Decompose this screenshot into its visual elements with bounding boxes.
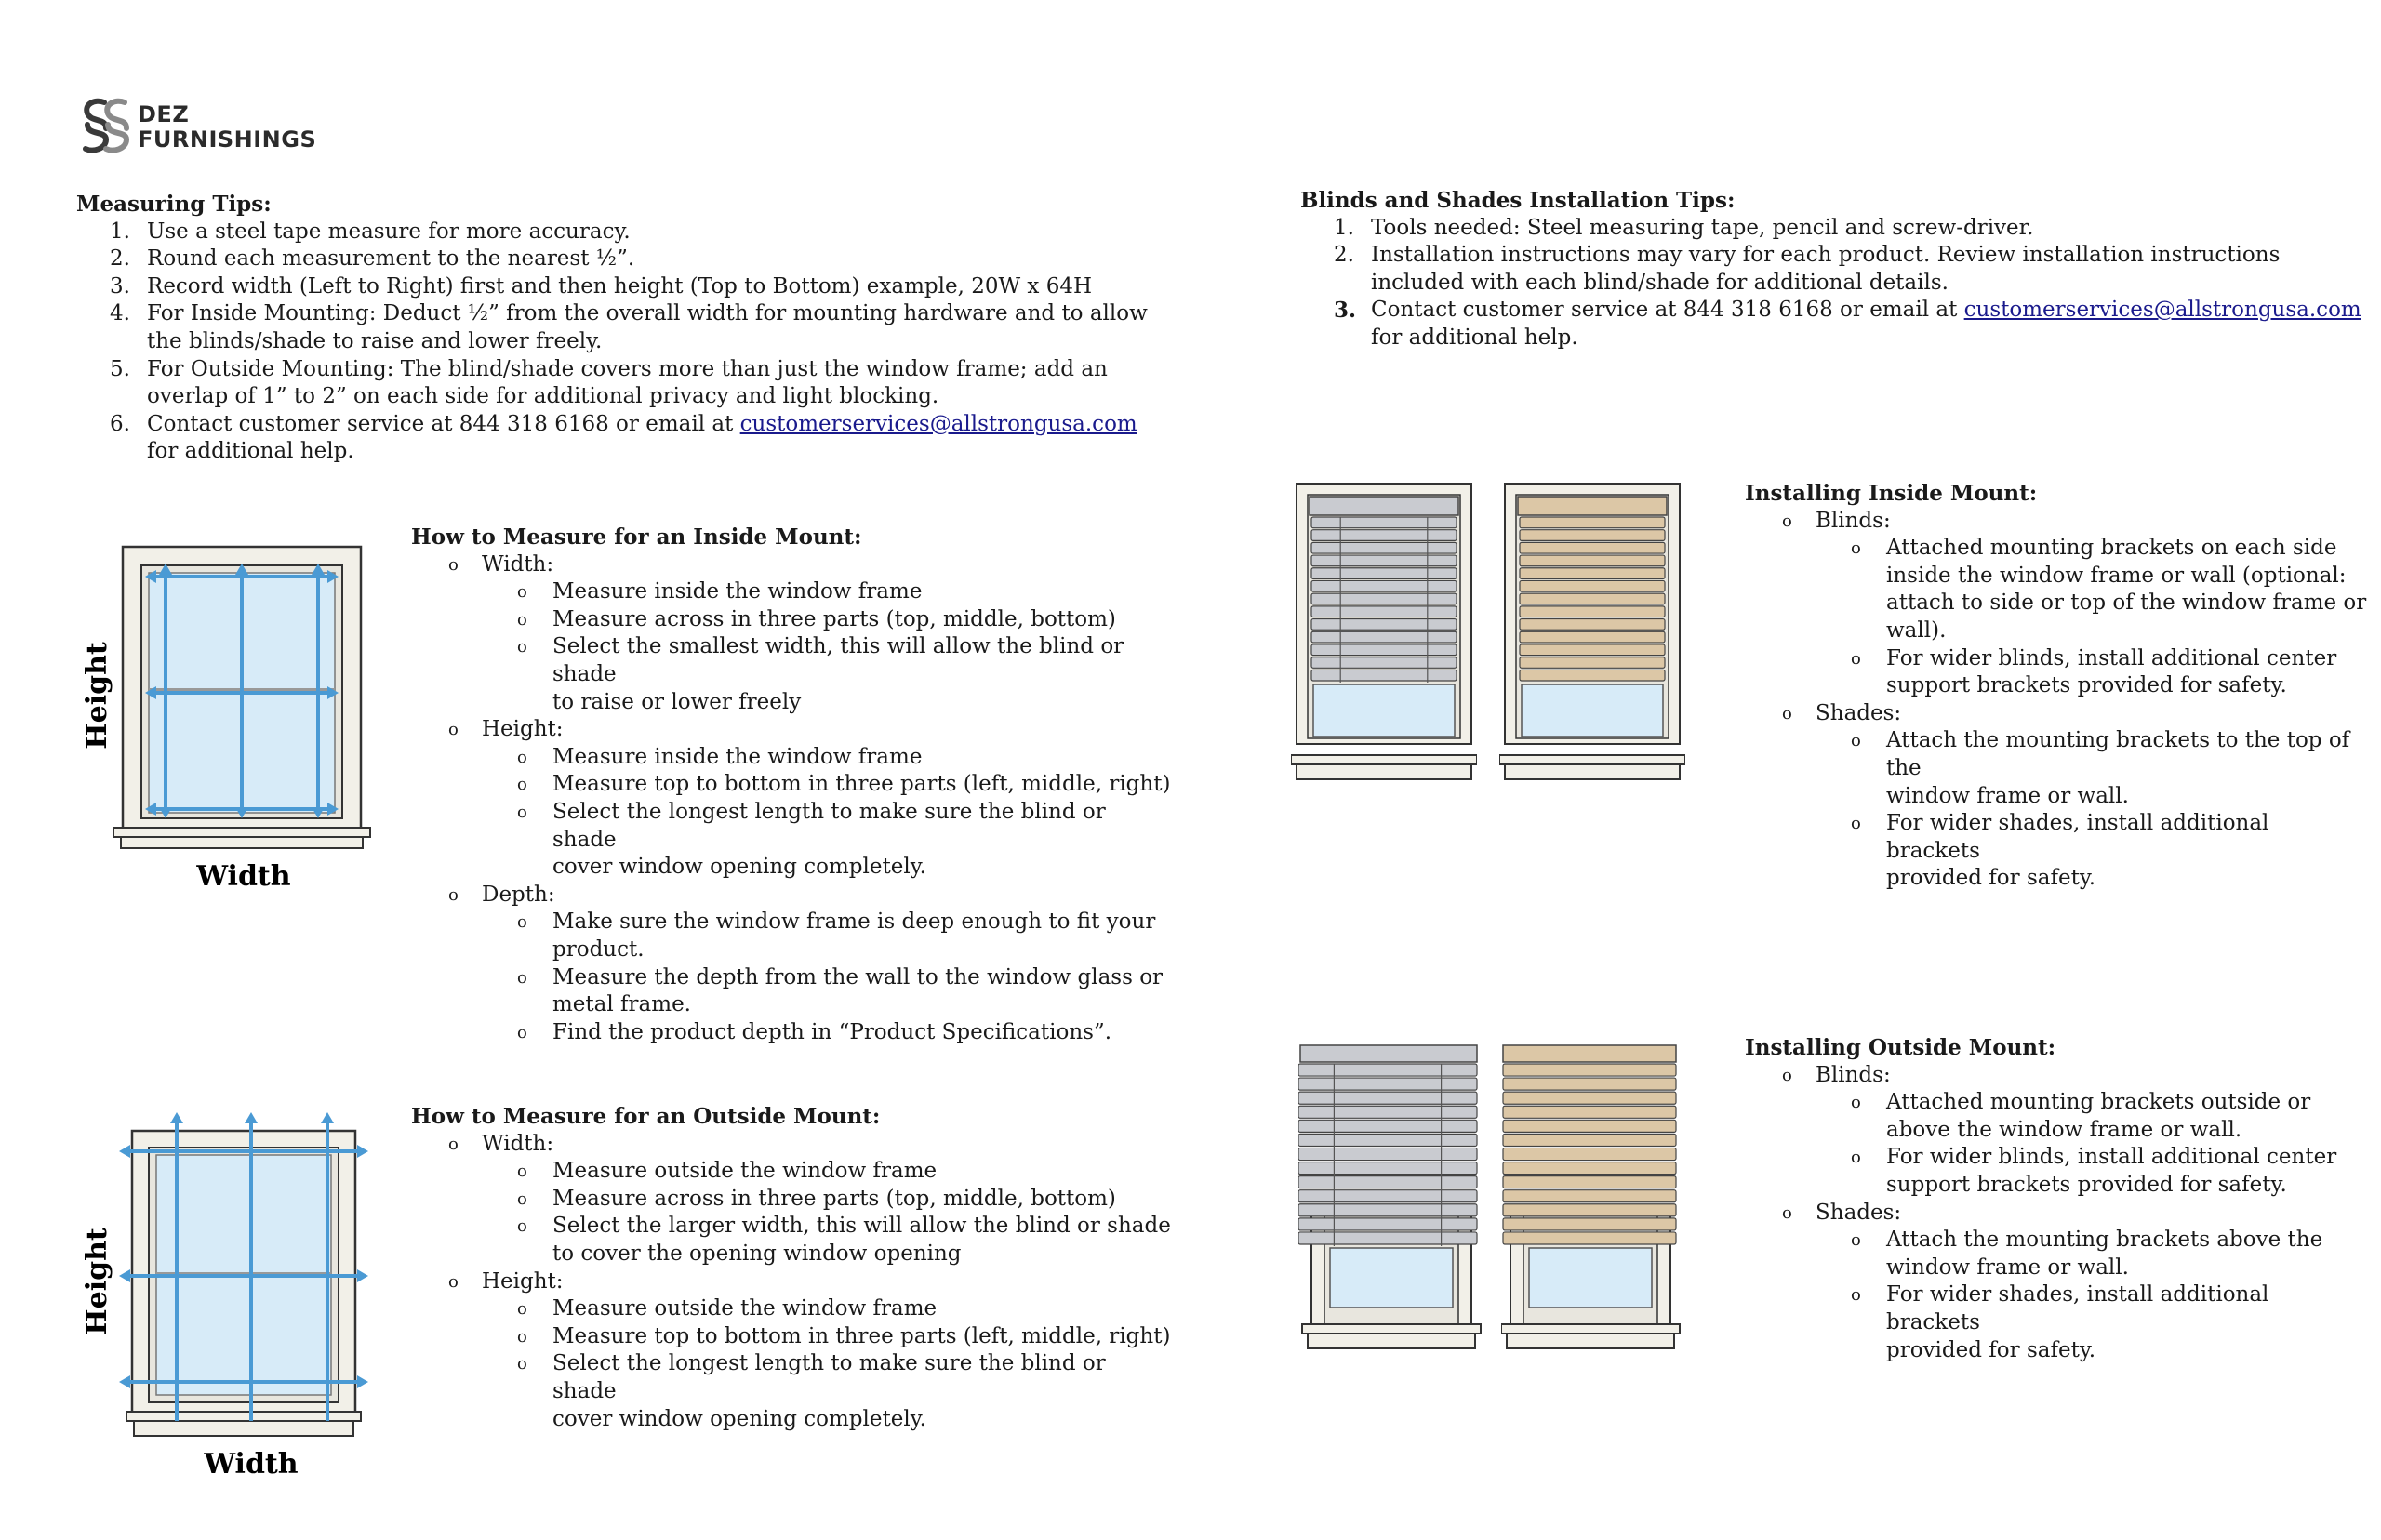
bullet-marker: o (517, 747, 527, 767)
list-item-text: Select the longest length to make sure the blind or shade cover window opening completely. (552, 1351, 1106, 1431)
list-item: 2. Round each measurement to the nearest ½”. (110, 246, 635, 272)
list-group (411, 882, 1174, 909)
list-item-text: For wider shades, install additional brackets provided for safety. (1886, 1282, 2269, 1362)
bullet-marker: o (1782, 703, 1792, 724)
list-group-label: Blinds: (1816, 1062, 1891, 1087)
list-item (411, 1323, 1174, 1351)
list-item-text: Measure inside the window frame (552, 744, 923, 769)
list-item: 4. For Inside Mounting: Deduct ½” from the overall width for mounting hardware and to allow the blinds/shade to raise and lower freely. (110, 301, 1148, 353)
list-group-label: Shades: (1816, 700, 1902, 725)
bullet-marker: o (1782, 1065, 1792, 1085)
slat (1520, 593, 1665, 604)
slat (1298, 1162, 1477, 1175)
inside-install-title: Installing Inside Mount: (1745, 481, 2038, 506)
list-item-text: Measure inside the window frame (552, 579, 923, 604)
list-item (1745, 1144, 2368, 1199)
slat (1503, 1078, 1676, 1090)
list-item (411, 578, 1174, 606)
list-item (411, 1213, 1174, 1268)
list-group-label: Height: (482, 717, 564, 742)
measuring-tips (76, 191, 1211, 466)
bullet-marker: o (517, 582, 527, 603)
inside-mount-diagram (78, 539, 432, 902)
slat (1311, 542, 1457, 553)
width-axis-label: Width (204, 1448, 299, 1480)
slat (1311, 657, 1457, 669)
list-item-text: Measure top to bottom in three parts (left, middle, right) (552, 772, 1171, 797)
list-item (1745, 1227, 2368, 1281)
slat (1520, 517, 1665, 528)
list-item (411, 771, 1174, 799)
bullet-marker: o (1851, 731, 1861, 751)
measuring-tips-list (76, 219, 1211, 466)
list-item-text: Select the longest length to make sure the blind or shade cover window opening completely. (552, 799, 1106, 880)
list-item-text: Select the smallest width, this will allow the blind or shade to raise or lower freely (552, 634, 1124, 714)
slat (1520, 606, 1665, 617)
slat (1503, 1120, 1676, 1132)
list-item (1745, 727, 2368, 810)
list-item-text: Measure across in three parts (top, middle, bottom) (552, 1186, 1116, 1211)
list-group-label: Shades: (1816, 1200, 1902, 1225)
list-group (1745, 508, 2368, 536)
outside-install-title: Installing Outside Mount: (1745, 1035, 2056, 1060)
brand-logo (78, 97, 320, 154)
support-email-link[interactable]: customerservices@allstrongusa.com (1963, 298, 2361, 323)
slat (1520, 542, 1665, 553)
list-item: 3. Contact customer service at 844 318 6168 or email at customerservices@allstrongusa.com for additional help. (1334, 298, 2361, 350)
slat (1298, 1078, 1477, 1090)
list-item (1745, 535, 2368, 644)
height-axis-label: Height (81, 1228, 113, 1335)
outside-mount-diagram (78, 1105, 432, 1486)
width-axis-label: Width (196, 860, 291, 893)
height-axis-label: Height (81, 642, 113, 750)
install-tips-list (1300, 215, 2370, 352)
inside-measure-title: How to Measure for an Inside Mount: (411, 524, 862, 550)
list-item-text: Measure the depth from the wall to the window glass or metal frame. (552, 964, 1164, 1017)
list-item-text: For wider shades, install additional brackets provided for safety. (1886, 811, 2269, 891)
list-item (1745, 1089, 2368, 1144)
slat (1298, 1204, 1477, 1216)
list-item (411, 1019, 1174, 1047)
slat (1298, 1064, 1477, 1076)
list-item-text: Measure outside the window frame (552, 1296, 938, 1321)
slat (1520, 555, 1665, 566)
slat (1311, 619, 1457, 631)
slat (1311, 568, 1457, 579)
list-group-label: Width: (482, 551, 554, 577)
inside-measure-list (411, 551, 1174, 1047)
bullet-marker: o (517, 775, 527, 795)
bullet-marker: o (448, 884, 459, 905)
slat (1311, 670, 1457, 681)
list-item-text: For wider blinds, install additional center support brackets provided for safety. (1886, 645, 2337, 698)
slat (1311, 593, 1457, 604)
inside-install-section (1745, 480, 2368, 893)
slat (1520, 657, 1665, 669)
slat (1311, 606, 1457, 617)
list-item-text: Make sure the window frame is deep enough to fit your product. (552, 909, 1156, 962)
slat (1298, 1218, 1477, 1230)
list-item-text: Measure across in three parts (top, middle, bottom) (552, 606, 1116, 631)
bullet-marker: o (1782, 511, 1792, 531)
bullet-marker: o (448, 1134, 459, 1154)
slat (1503, 1162, 1676, 1175)
slat (1520, 580, 1665, 591)
list-group-label: Width: (482, 1131, 554, 1156)
slat (1520, 619, 1665, 631)
install-tips-title: Blinds and Shades Installation Tips: (1300, 188, 1736, 213)
list-group-label: Height: (482, 1268, 564, 1294)
slat (1298, 1176, 1477, 1188)
slat (1503, 1218, 1676, 1230)
bullet-marker: o (517, 1022, 527, 1042)
slat (1503, 1064, 1676, 1076)
slat (1311, 580, 1457, 591)
slat (1298, 1106, 1477, 1118)
list-group (411, 1268, 1174, 1296)
bullet-marker: o (517, 637, 527, 657)
list-group (1745, 1200, 2368, 1228)
list-item (1745, 810, 2368, 893)
slat (1503, 1176, 1676, 1188)
list-item-text: Measure top to bottom in three parts (left, middle, right) (552, 1323, 1171, 1348)
slat (1503, 1232, 1676, 1244)
outside-install-section (1745, 1034, 2368, 1364)
list-item: 6. Contact customer service at 844 318 6168 or email at customerservices@allstrongusa.com for additional help. (110, 411, 1137, 464)
bullet-marker: o (517, 967, 527, 988)
slat (1520, 530, 1665, 541)
inside-mount-blind-illustration (1291, 480, 1477, 787)
slat (1298, 1190, 1477, 1202)
bullet-marker: o (1851, 1148, 1861, 1168)
outside-measure-title: How to Measure for an Outside Mount: (411, 1104, 881, 1129)
list-item (411, 1295, 1174, 1323)
bullet-marker: o (517, 1188, 527, 1209)
bullet-marker: o (517, 1326, 527, 1347)
support-email-link[interactable]: customerservices@allstrongusa.com (739, 411, 1137, 436)
slat (1311, 517, 1457, 528)
bullet-marker: o (517, 802, 527, 822)
list-item: 1. Use a steel tape measure for more accuracy. (110, 219, 631, 244)
slat (1503, 1134, 1676, 1146)
list-group-label: Depth: (482, 882, 555, 907)
slat (1311, 555, 1457, 566)
slat (1311, 644, 1457, 656)
list-item (411, 964, 1174, 1019)
bullet-marker: o (517, 912, 527, 933)
slat (1503, 1190, 1676, 1202)
measuring-tips-title: Measuring Tips: (76, 192, 272, 217)
list-item-text: Attach the mounting brackets above the window frame or wall. (1886, 1228, 2323, 1280)
bullet-marker: o (1851, 538, 1861, 559)
brand-line2: FURNISHINGS (138, 126, 317, 153)
list-item-text: Attach the mounting brackets to the top of the window frame or wall. (1886, 728, 2350, 808)
bullet-marker: o (517, 1216, 527, 1237)
list-item: 1. Tools needed: Steel measuring tape, pencil and screw-driver. (1334, 215, 2034, 240)
bullet-marker: o (1782, 1202, 1792, 1223)
slat (1311, 530, 1457, 541)
slat (1503, 1092, 1676, 1104)
install-tips (1300, 187, 2370, 352)
slat (1298, 1120, 1477, 1132)
outside-mount-blind-illustration (1298, 1040, 1484, 1356)
outside-mount-shade-illustration (1501, 1040, 1687, 1356)
slat (1298, 1134, 1477, 1146)
bullet-marker: o (1851, 814, 1861, 834)
bullet-marker: o (517, 1162, 527, 1182)
list-item: 2. Installation instructions may vary for each product. Review installation instructions included with each blind/shade for additional details. (1334, 243, 2281, 295)
slat (1503, 1106, 1676, 1118)
list-item (1745, 1281, 2368, 1364)
bullet-marker: o (448, 720, 459, 740)
list-item-text: Select the larger width, this will allow the blind or shade to cover the opening window opening (552, 1214, 1171, 1266)
list-group (411, 1131, 1174, 1159)
bullet-marker: o (1851, 648, 1861, 669)
list-item (411, 1186, 1174, 1214)
bullet-marker: o (1851, 1093, 1861, 1113)
slat (1520, 631, 1665, 643)
bullet-marker: o (1851, 1230, 1861, 1251)
list-group-label: Blinds: (1816, 508, 1891, 533)
slat (1520, 568, 1665, 579)
list-item (411, 1350, 1174, 1433)
list-group (1745, 1062, 2368, 1090)
list-item-text: Attached mounting brackets on each side inside the window frame or wall (optional: attach to side or top of the window frame or wall). (1886, 536, 2367, 643)
slat (1520, 670, 1665, 681)
list-item (411, 1158, 1174, 1186)
list-item-text: Find the product depth in “Product Specifications”. (552, 1019, 1112, 1044)
inside-install-list (1745, 508, 2368, 893)
list-item (411, 799, 1174, 882)
bullet-marker: o (448, 554, 459, 575)
list-item-text: For wider blinds, install additional center support brackets provided for safety. (1886, 1145, 2337, 1197)
bullet-marker: o (517, 1354, 527, 1374)
inside-measure-section (411, 524, 1174, 1046)
list-item (411, 633, 1174, 716)
outside-install-list (1745, 1062, 2368, 1365)
brand-logo-mark-icon (78, 97, 136, 154)
slat (1298, 1232, 1477, 1244)
list-item (1745, 645, 2368, 700)
list-group (411, 716, 1174, 744)
bullet-marker: o (517, 609, 527, 630)
list-group (411, 551, 1174, 579)
list-item: 5. For Outside Mounting: The blind/shade covers more than just the window frame; add an overlap of 1” to 2” on each side for additional privacy and light blocking. (110, 356, 1108, 409)
slat (1311, 631, 1457, 643)
outside-measure-section (411, 1103, 1174, 1433)
list-item: 3. Record width (Left to Right) first and then height (Top to Bottom) example, 20W x 64H (110, 273, 1093, 299)
inside-mount-shade-illustration (1499, 480, 1685, 787)
slat (1298, 1148, 1477, 1160)
list-item (411, 744, 1174, 772)
list-item (411, 909, 1174, 963)
bullet-marker: o (448, 1271, 459, 1292)
list-item (411, 606, 1174, 634)
slat (1503, 1148, 1676, 1160)
slat (1520, 644, 1665, 656)
slat (1298, 1092, 1477, 1104)
outside-measure-list (411, 1131, 1174, 1434)
bullet-marker: o (517, 1299, 527, 1320)
list-item-text: Measure outside the window frame (552, 1159, 938, 1184)
slat (1503, 1204, 1676, 1216)
list-group (1745, 700, 2368, 728)
bullet-marker: o (1851, 1285, 1861, 1306)
list-item-text: Attached mounting brackets outside or above the window frame or wall. (1886, 1090, 2311, 1142)
brand-line1: DEZ (138, 101, 190, 127)
